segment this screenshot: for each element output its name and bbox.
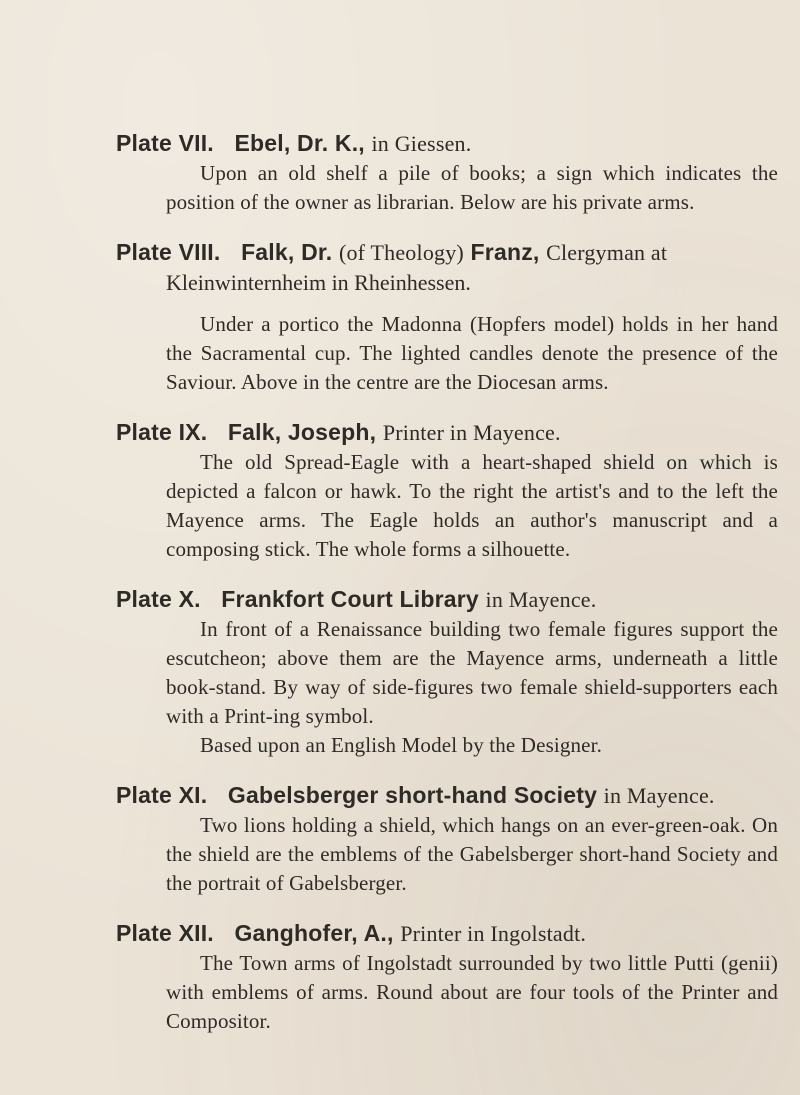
plate-entry (116, 417, 800, 564)
plate-entry (116, 237, 800, 397)
description-paragraph: The Town arms of Ingolstadt surrounded by two little Putti (genii) with emblems of arms. Round about are four tools of the Printer and Compositor. (166, 951, 778, 1033)
plate-description (116, 310, 778, 397)
plate-entry (116, 918, 800, 1036)
plate-owner: Falk, Joseph, (227, 419, 377, 445)
plate-description (116, 448, 778, 564)
plate-description (116, 811, 778, 898)
plate-heading (116, 584, 800, 615)
description-paragraph: Two lions holding a shield, which hangs on an ever-green-oak. On the shield are the emblems of the Gabelsberger short-hand Society and the portrait of Gabelsberger. (166, 813, 778, 895)
plate-owner: Ganghofer, A., (234, 920, 394, 946)
plate-entry (116, 780, 800, 898)
description-paragraph: Under a portico the Madonna (Hopfers model) holds in her hand the Sacramental cup. The lighted candles denote the presence of the Saviour. Above in the centre are the Diocesan arms. (166, 312, 778, 394)
plate-description (116, 949, 778, 1036)
plate-owner: Ebel, Dr. K., (234, 130, 365, 156)
plate-number: Plate VII. (116, 130, 214, 156)
plate-occupation: Clergyman at (546, 240, 668, 265)
plate-location: Printer in Mayence. (382, 420, 561, 445)
plate-owner: Frankfort Court Library (221, 586, 479, 612)
plate-number: Plate XI. (116, 782, 208, 808)
description-paragraph: In front of a Renaissance building two female figures support the escutcheon; above them are the Mayence arms, underneath a little book-stand. By way of side-figures two female shield-supporters each with a Print-ing symbol. (166, 617, 778, 728)
plate-owner-forename: Franz, (470, 239, 540, 265)
description-paragraph: The old Spread-Eagle with a heart-shaped shield on which is depicted a falcon or hawk. To the right the artist's and to the left the Mayence arms. The Eagle holds an author's manuscript and a composing stick. The whole forms a silhouette. (166, 450, 778, 561)
plate-entry (116, 584, 800, 760)
plate-owner: Gabelsberger short-hand Society (227, 782, 598, 808)
plate-owner: Falk, Dr. (241, 239, 333, 265)
plate-location: in Mayence. (485, 587, 597, 612)
plate-heading (116, 237, 800, 268)
plate-heading (116, 128, 800, 159)
plate-location: in Mayence. (603, 783, 715, 808)
plate-number: Plate IX. (116, 419, 208, 445)
plate-qualifier: (of Theology) (338, 240, 464, 265)
plate-number: Plate VIII. (116, 239, 221, 265)
description-paragraph: Upon an old shelf a pile of books; a sign which indicates the position of the owner as librarian. Below are his private arms. (166, 161, 778, 214)
plate-number: Plate XII. (116, 920, 214, 946)
plate-entry (116, 128, 800, 217)
plate-heading (116, 780, 800, 811)
plate-list (116, 128, 800, 1056)
description-paragraph: Based upon an English Model by the Designer. (200, 733, 603, 757)
plate-location: in Giessen. (371, 131, 472, 156)
plate-description (116, 615, 778, 760)
plate-heading-continuation: Kleinwinternheim in Rheinhessen. (166, 270, 471, 295)
plate-number: Plate X. (116, 586, 201, 612)
plate-heading (116, 417, 800, 448)
plate-location: Printer in Ingolstadt. (400, 921, 587, 946)
plate-description (116, 159, 778, 217)
plate-heading (116, 918, 800, 949)
